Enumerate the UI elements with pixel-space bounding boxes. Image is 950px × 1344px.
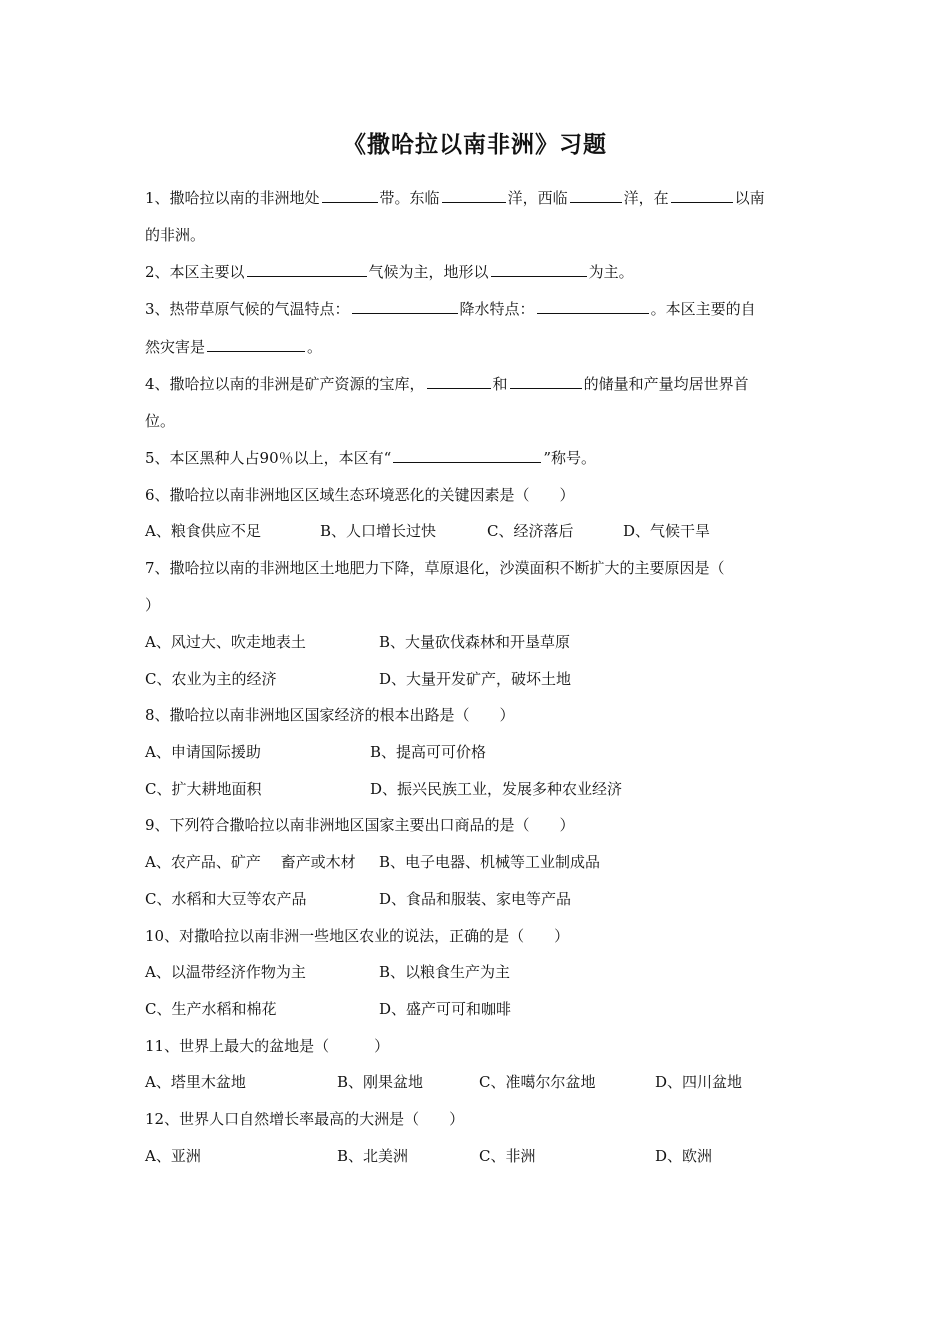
option-a: A、粮食供应不足 xyxy=(145,522,261,540)
option-d: D、大量开发矿产，破坏土地 xyxy=(379,670,572,688)
option-a: A、风过大、吹走地表土 xyxy=(145,633,306,651)
question-3 xyxy=(145,299,756,319)
question-1 xyxy=(145,188,765,208)
question-text: 降水特点： xyxy=(459,300,535,318)
question-9: 9、下列符合撒哈拉以南非洲地区国家主要出口商品的是（ ） xyxy=(145,816,575,834)
page-title: 《撒哈拉以南非洲》习题 xyxy=(343,131,607,158)
option-c: C、经济落后 xyxy=(487,522,574,540)
question-text: 5、本区黑种人占90％以上，本区有“ xyxy=(145,449,392,467)
option-a: A、农产品、矿产 畜产或木材 xyxy=(145,853,356,871)
option-d: D、盛产可可和咖啡 xyxy=(379,1000,512,1018)
option-d: D、振兴民族工业，发展多种农业经济 xyxy=(370,780,623,798)
question-12: 12、世界人口自然增长率最高的大洲是（ ） xyxy=(145,1110,465,1128)
answer-blank xyxy=(207,337,305,352)
question-text: 3、热带草原气候的气温特点： xyxy=(145,300,350,318)
question-4 xyxy=(145,374,749,394)
answer-blank xyxy=(491,262,587,277)
option-b: B、以粮食生产为主 xyxy=(379,963,511,981)
answer-blank xyxy=(427,374,491,389)
option-b: B、刚果盆地 xyxy=(337,1073,424,1091)
question-text: 洋，在 xyxy=(623,189,669,207)
question-text: 然灾害是 xyxy=(145,338,206,356)
option-c: C、农业为主的经济 xyxy=(145,670,277,688)
answer-blank xyxy=(671,188,733,203)
question-text: 以南 xyxy=(734,189,765,207)
question-10: 10、对撒哈拉以南非洲一些地区农业的说法，正确的是（ ） xyxy=(145,927,570,945)
option-d: D、气候干旱 xyxy=(623,522,711,540)
option-c: C、水稻和大豆等农产品 xyxy=(145,890,307,908)
question-text: 2、本区主要以 xyxy=(145,263,245,281)
question-8: 8、撒哈拉以南非洲地区国家经济的根本出路是（ ） xyxy=(145,706,515,724)
question-3-continued xyxy=(145,337,322,357)
question-text: 4、撒哈拉以南的非洲是矿产资源的宝库， xyxy=(145,375,425,393)
option-d: D、欧洲 xyxy=(655,1147,713,1165)
option-b: B、提高可可价格 xyxy=(370,743,487,761)
question-text: 的储量和产量均居世界首 xyxy=(583,375,749,393)
question-text: 带。东临 xyxy=(379,189,440,207)
option-b: B、大量砍伐森林和开垦草原 xyxy=(379,633,571,651)
answer-blank xyxy=(442,188,506,203)
answer-blank xyxy=(393,448,541,463)
question-7-continued: ） xyxy=(145,596,161,614)
option-b: B、电子电器、机械等工业制成品 xyxy=(379,853,601,871)
question-text: 气候为主，地形以 xyxy=(368,263,489,281)
question-2 xyxy=(145,262,634,282)
option-d: D、食品和服装、家电等产品 xyxy=(379,890,572,908)
question-6: 6、撒哈拉以南非洲地区区域生态环境恶化的关键因素是（ ） xyxy=(145,486,575,504)
question-1-continued: 的非洲。 xyxy=(145,226,206,244)
option-c: C、生产水稻和棉花 xyxy=(145,1000,277,1018)
question-text: 和 xyxy=(492,375,508,393)
question-text: 为主。 xyxy=(588,263,634,281)
option-c: C、非洲 xyxy=(479,1147,536,1165)
option-c: C、扩大耕地面积 xyxy=(145,780,262,798)
question-text: 1、撒哈拉以南的非洲地处 xyxy=(145,189,320,207)
question-text: ”称号。 xyxy=(543,449,596,467)
option-d: D、四川盆地 xyxy=(655,1073,743,1091)
answer-blank xyxy=(352,299,458,314)
question-text: 洋，西临 xyxy=(507,189,568,207)
option-a: A、亚洲 xyxy=(145,1147,201,1165)
option-a: A、申请国际援助 xyxy=(145,743,261,761)
question-11: 11、世界上最大的盆地是（ ） xyxy=(145,1037,390,1055)
option-b: B、北美洲 xyxy=(337,1147,409,1165)
question-4-continued: 位。 xyxy=(145,412,176,430)
question-text: 。本区主要的自 xyxy=(650,300,756,318)
question-text: 。 xyxy=(307,338,323,356)
option-b: B、人口增长过快 xyxy=(320,522,437,540)
question-5 xyxy=(145,448,596,468)
answer-blank xyxy=(510,374,582,389)
answer-blank xyxy=(570,188,622,203)
answer-blank xyxy=(537,299,649,314)
option-a: A、以温带经济作物为主 xyxy=(145,963,306,981)
answer-blank xyxy=(322,188,378,203)
question-7: 7、撒哈拉以南的非洲地区土地肥力下降，草原退化，沙漠面积不断扩大的主要原因是（ xyxy=(145,559,725,577)
answer-blank xyxy=(247,262,367,277)
option-a: A、塔里木盆地 xyxy=(145,1073,246,1091)
option-c: C、准噶尔尔盆地 xyxy=(479,1073,596,1091)
